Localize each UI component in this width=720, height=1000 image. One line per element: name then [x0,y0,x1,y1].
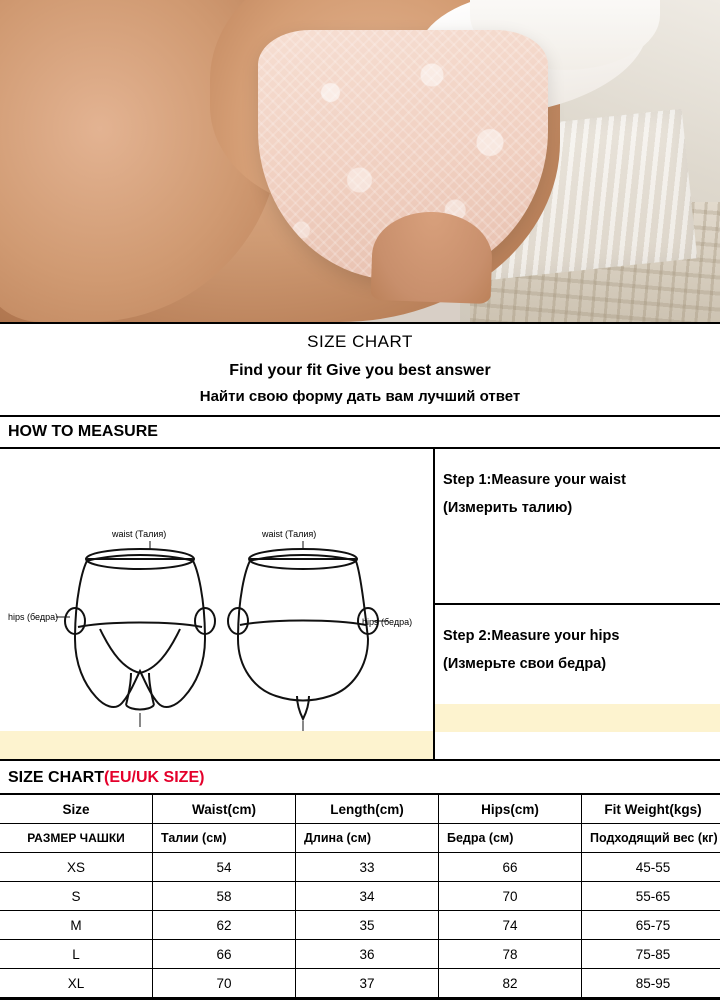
header-weight-en: Fit Weight(kgs) [582,795,720,824]
measure-step-2 [435,605,720,759]
header-length-en: Length(cm) [296,795,439,824]
how-to-measure-heading: HOW TO MEASURE [0,417,720,449]
cell-weight: 45-55 [582,853,720,882]
cell-waist: 62 [153,911,296,940]
size-chart-title: SIZE CHART [0,332,720,352]
table-header-row-ru [0,824,720,853]
cell-length: 35 [296,911,439,940]
cell-length: 33 [296,853,439,882]
diagram-waist-label-left: waist (Талия) [111,529,166,539]
diagram-waist-label-right: waist (Талия) [261,529,316,539]
header-hips-en: Hips(cm) [439,795,582,824]
header-length-ru: Длина (см) [296,824,439,853]
header-waist-en: Waist(cm) [153,795,296,824]
measurement-diagram [0,449,435,759]
measure-steps [435,449,720,759]
measure-section [0,449,720,761]
size-table-title [0,761,720,795]
cell-waist: 66 [153,940,296,969]
size-chart-header [0,324,720,417]
measure-step-2-line1: Step 2:Measure your hips [443,623,720,651]
table-row [0,853,720,882]
size-chart-subtitle-ru: Найти свою форму дать вам лучший ответ [0,388,720,405]
table-row [0,882,720,911]
table-row [0,969,720,998]
measure-step-1-line2: (Измерить талию) [443,495,720,523]
header-weight-ru: Подходящий вес (кг) [582,824,720,853]
size-table [0,795,720,998]
cell-weight: 85-95 [582,969,720,998]
cell-size: S [0,882,153,911]
header-size-en: Size [0,795,153,824]
diagram-hips-label-right: hips (бедра) [362,617,412,627]
size-table-title-main: SIZE CHART [8,769,104,786]
cell-length: 34 [296,882,439,911]
cell-hips: 70 [439,882,582,911]
size-chart-subtitle-en: Find your fit Give you best answer [0,362,720,380]
cell-size: XS [0,853,153,882]
cell-hips: 74 [439,911,582,940]
cell-weight: 65-75 [582,911,720,940]
size-chart-panel [0,322,720,1000]
cell-size: M [0,911,153,940]
measure-step-2-line2: (Измерьте свои бедра) [443,651,720,679]
highlight-band-right [435,704,720,732]
cell-length: 36 [296,940,439,969]
header-size-ru: РАЗМЕР ЧАШКИ [0,824,153,853]
cell-weight: 55-65 [582,882,720,911]
cell-weight: 75-85 [582,940,720,969]
cell-size: L [0,940,153,969]
table-row [0,911,720,940]
cell-hips: 82 [439,969,582,998]
cell-hips: 78 [439,940,582,969]
measure-step-1-line1: Step 1:Measure your waist [443,467,720,495]
header-hips-ru: Бедра (см) [439,824,582,853]
highlight-band-left [0,731,433,759]
size-table-title-accent: (EU/UK SIZE) [104,769,204,786]
diagram-hips-label-left: hips (бедра) [8,612,58,622]
cell-hips: 66 [439,853,582,882]
header-waist-ru: Талии (см) [153,824,296,853]
cell-waist: 54 [153,853,296,882]
cell-waist: 70 [153,969,296,998]
cell-waist: 58 [153,882,296,911]
cell-size: XL [0,969,153,998]
table-row [0,940,720,969]
product-photo [0,0,720,322]
table-header-row-en [0,795,720,824]
measure-step-1 [435,449,720,605]
cell-length: 37 [296,969,439,998]
panty-diagram-svg [0,449,433,757]
